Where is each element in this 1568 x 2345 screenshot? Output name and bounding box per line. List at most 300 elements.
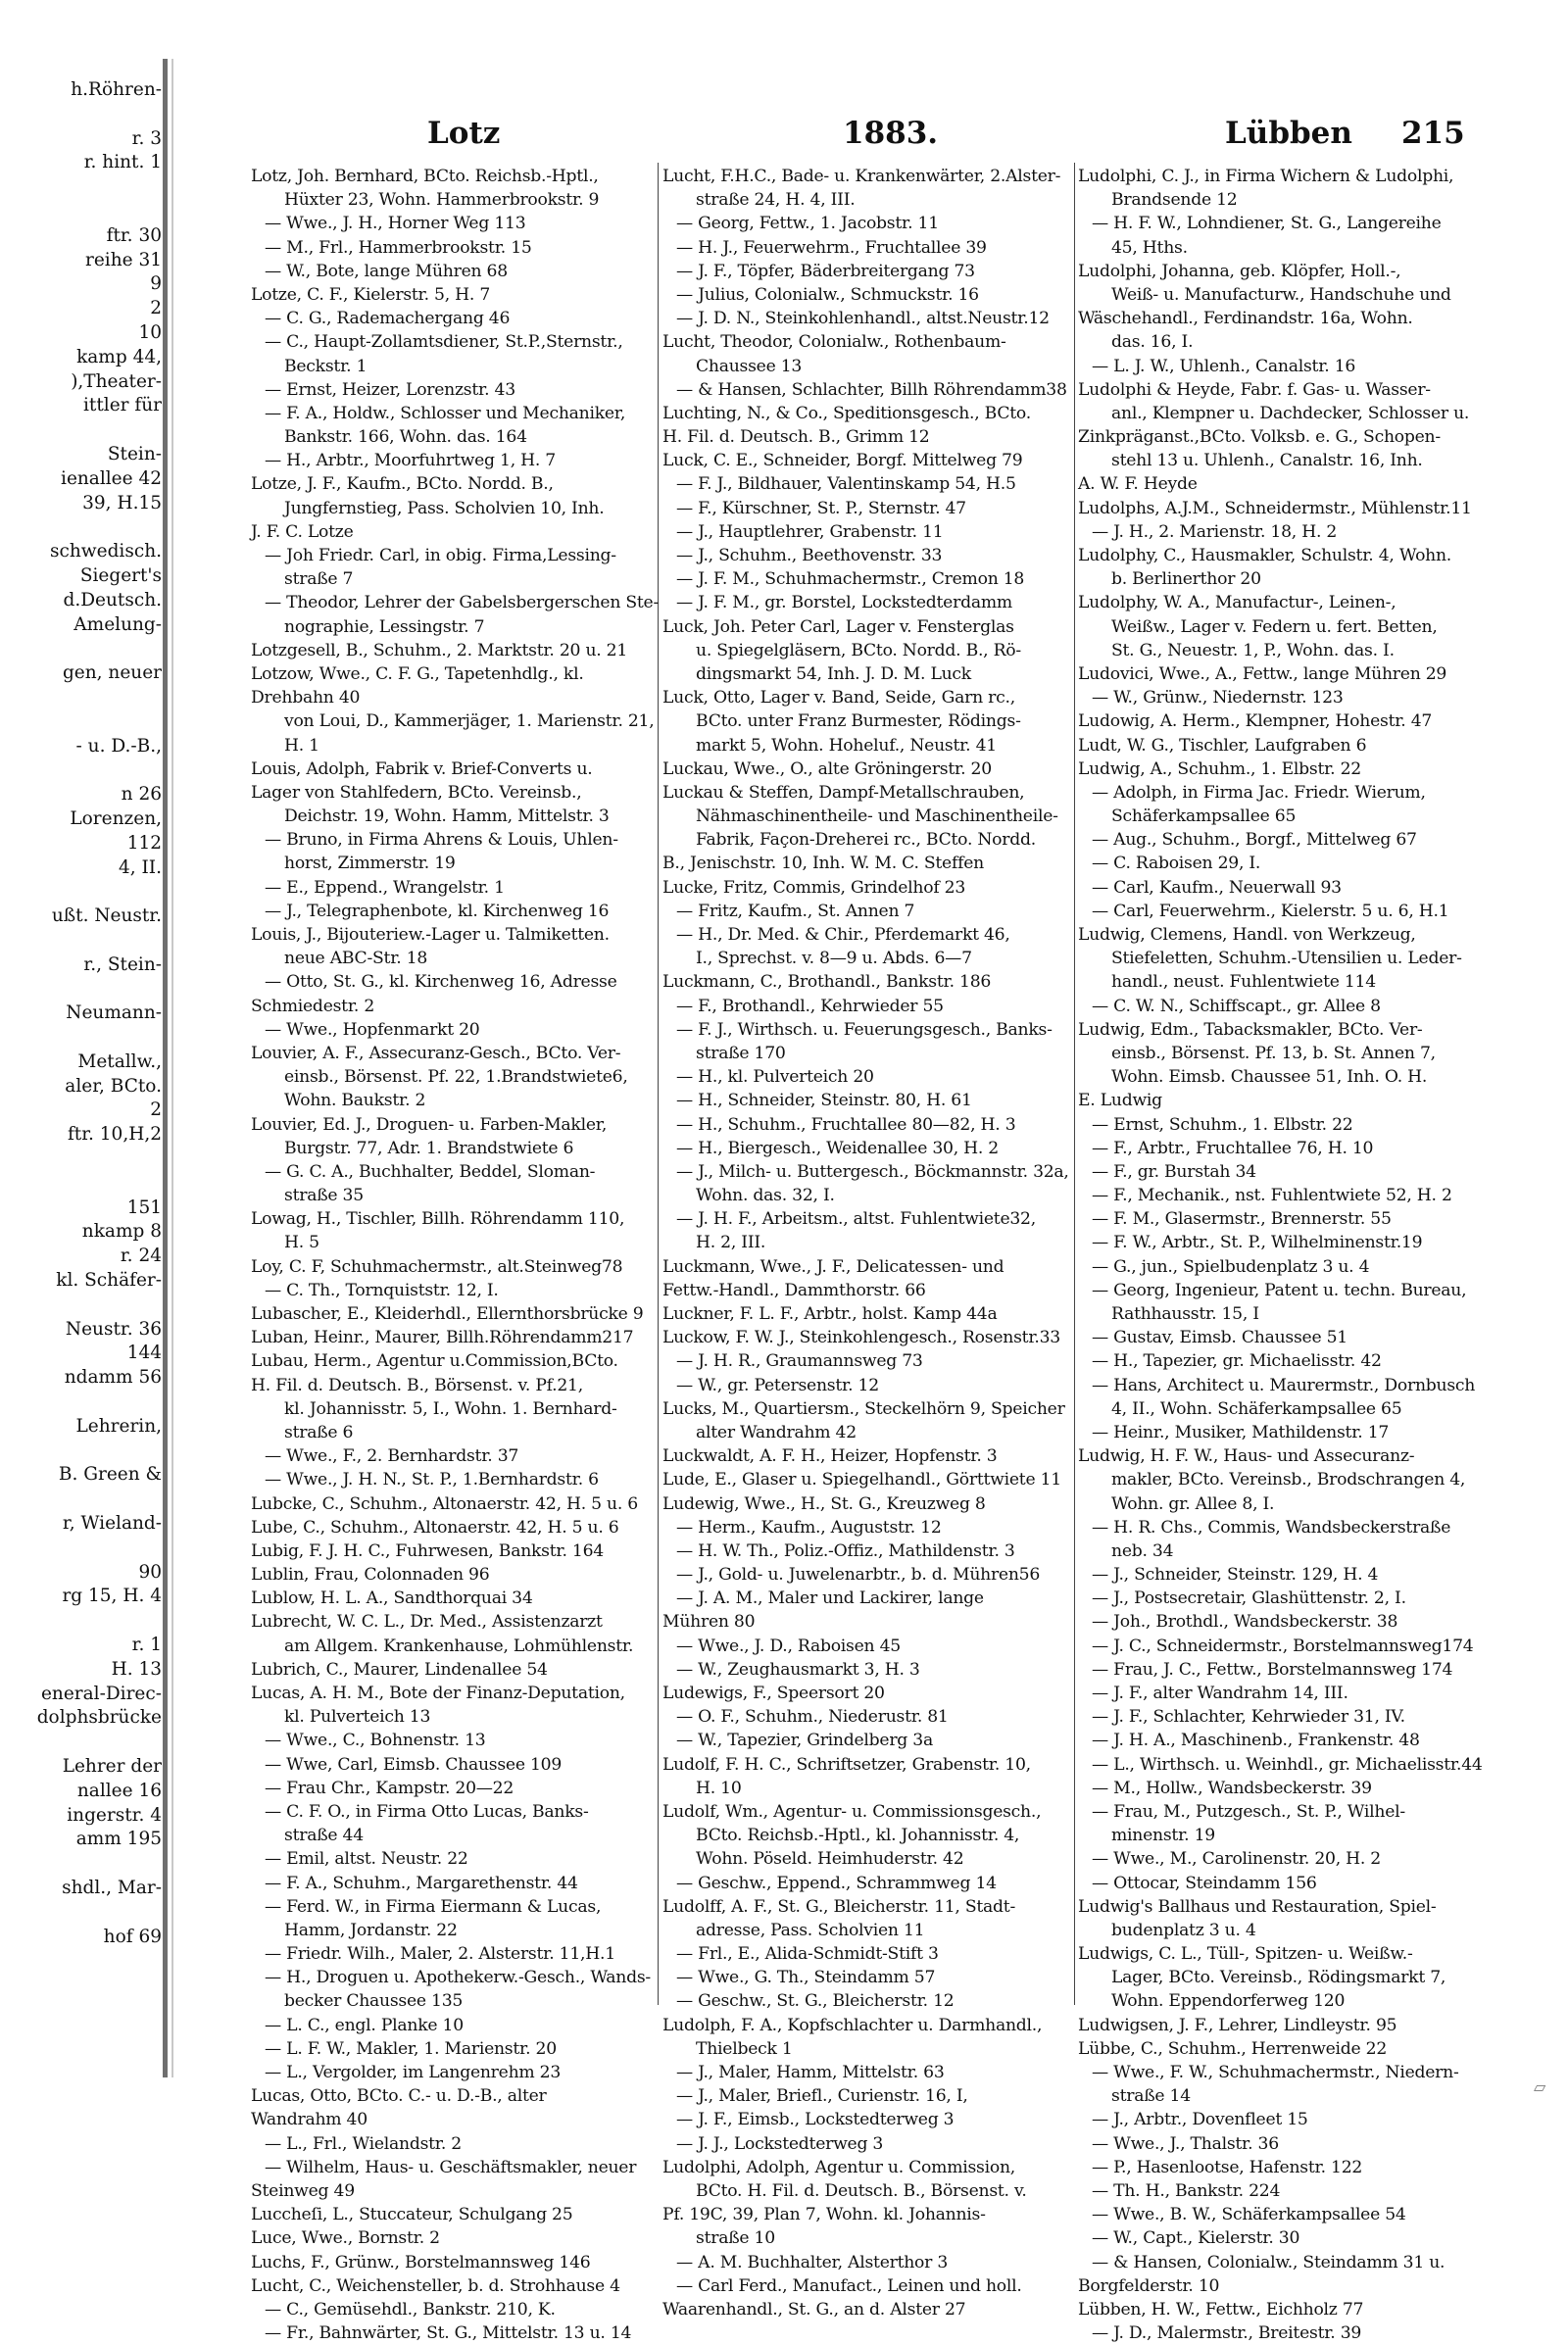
left-page-line: r. 3 — [131, 127, 162, 149]
directory-entry-line: budenplatz 3 u. 4 — [1111, 1920, 1256, 1940]
directory-entry-line: — Fr., Bahnwärter, St. G., Mittelstr. 13 u. 14 — [265, 2323, 632, 2344]
directory-entry-line: Luck, Joh. Peter Carl, Lager v. Fensterglas — [662, 616, 1014, 637]
left-page-line: kamp 44, — [76, 346, 162, 367]
directory-entry-line: Lucas, Otto, BCto. C.- u. D.-B., alter — [251, 2086, 547, 2107]
left-page-line: 39, H.15 — [82, 492, 162, 513]
directory-entry-line: — Georg, Fettw., 1. Jacobstr. 11 — [676, 214, 939, 234]
directory-entry-line: Wandrahm 40 — [251, 2110, 368, 2130]
directory-entry-line: — J. F., Schlachter, Kehrwieder 31, IV. — [1092, 1707, 1405, 1728]
directory-entry-line: Luchs, F., Grünw., Borstelmannsweg 146 — [251, 2252, 591, 2272]
directory-entry-line: Ludolphi, Adolph, Agentur u. Commission, — [662, 2157, 1016, 2177]
directory-entry-line: — W., Bote, lange Mühren 68 — [265, 261, 508, 281]
directory-entry-line: — J., Schuhm., Beethovenstr. 33 — [676, 546, 943, 565]
directory-entry-line: Lotzgesell, B., Schuhm., 2. Marktstr. 20 u. 21 — [251, 640, 628, 660]
directory-entry-line: horst, Zimmerstr. 19 — [284, 854, 456, 874]
left-page-line: hof 69 — [103, 1926, 162, 1947]
directory-entry-line: — Ernst, Heizer, Lorenzstr. 43 — [265, 379, 515, 400]
directory-entry-line: Thielbeck 1 — [696, 2038, 793, 2059]
left-page-line — [0, 1488, 162, 1512]
directory-entry-line: — Georg, Ingenieur, Patent u. techn. Bureau, — [1092, 1280, 1467, 1300]
directory-entry-line: — Wilhelm, Haus- u. Geschäftsmakler, neuer — [265, 2157, 637, 2177]
directory-entry-line: — Wwe., F., 2. Bernhardstr. 37 — [265, 1446, 519, 1467]
directory-entry-line: — J., Maler, Hamm, Mittelstr. 63 — [676, 2063, 945, 2082]
directory-entry-line: H. 10 — [696, 1778, 742, 1798]
directory-entry-line: — Joh., Brothdl., Wandsbeckerstr. 38 — [1092, 1612, 1398, 1633]
left-page-line: 151 — [126, 1197, 162, 1218]
directory-entry-line: — Gustav, Eimsb. Chaussee 51 — [1092, 1328, 1348, 1348]
directory-entry-line: — J. F. M., gr. Borstel, Lockstedterdamm — [676, 593, 1012, 613]
directory-entry-line: Beckstr. 1 — [284, 356, 368, 376]
directory-entry-line: — W., Capt., Kielerstr. 30 — [1092, 2228, 1300, 2249]
left-page-line: ußt. Neustr. — [51, 905, 162, 927]
directory-entry-line: — J. H. R., Graumannsweg 73 — [676, 1351, 923, 1372]
left-page-line — [0, 686, 162, 710]
directory-entry-line: Lowag, H., Tischler, Billh. Röhrendamm 110, — [251, 1209, 625, 1230]
column-divider — [1074, 163, 1075, 2005]
directory-entry-line: — L., Vergolder, im Langenrehm 23 — [265, 2063, 562, 2082]
directory-entry-line: — Wwe., G. Th., Steindamm 57 — [676, 1968, 936, 1988]
directory-entry-line: — Wwe., J., Thalstr. 36 — [1092, 2133, 1279, 2154]
directory-entry-line: einsb., Börsenst. Pf. 22, 1.Brandstwiete6, — [284, 1067, 628, 1088]
directory-entry-line: Luce, Wwe., Bornstr. 2 — [251, 2228, 440, 2249]
directory-entry-line: — F., gr. Burstah 34 — [1092, 1161, 1256, 1182]
directory-entry-line: kl. Johannisstr. 5, I., Wohn. 1. Bernhard- — [284, 1398, 617, 1419]
directory-entry-line: — E., Eppend., Wrangelstr. 1 — [265, 877, 505, 898]
directory-entry-line: Nähmaschinentheile- und Maschinentheile- — [696, 806, 1058, 827]
left-page-line: Neumann- — [66, 1002, 162, 1024]
directory-entry-line: St. G., Neuestr. 1, P., Wohn. das. I. — [1111, 640, 1395, 660]
directory-entry-line: — J., Milch- u. Buttergesch., Böckmannstr. 32a, — [676, 1161, 1069, 1182]
directory-entry-line: — Friedr. Wilh., Maler, 2. Alsterstr. 11,H.1 — [265, 1944, 615, 1965]
directory-entry-line: Lotze, C. F., Kielerstr. 5, H. 7 — [251, 284, 491, 305]
directory-entry-line: E. Ludwig — [1078, 1091, 1162, 1111]
directory-entry-line: — L., Frl., Wielandstr. 2 — [265, 2133, 462, 2154]
directory-entry-line: — & Hansen, Schlachter, Billh Röhrendamm38 — [676, 379, 1067, 400]
directory-entry-line: — Wwe., M., Carolinenstr. 20, H. 2 — [1092, 1849, 1381, 1870]
directory-entry-line: — C. G., Rademachergang 46 — [265, 309, 511, 329]
left-page-line: ingerstr. 4 — [67, 1804, 162, 1826]
directory-entry-line: — Adolph, in Firma Jac. Friedr. Wierum, — [1092, 782, 1426, 803]
directory-entry-line: Hamm, Jordanstr. 22 — [284, 1920, 458, 1940]
left-page-line — [0, 515, 162, 540]
directory-entry-line: — Wwe., J. H. N., St. P., 1.Bernhardstr. 6 — [265, 1470, 599, 1490]
directory-entry-line: minenstr. 19 — [1111, 1826, 1215, 1846]
directory-entry-line: — Frau, M., Putzgesch., St. P., Wilhel- — [1092, 1801, 1405, 1822]
directory-entry-line: — J., Arbtr., Dovenfleet 15 — [1092, 2110, 1308, 2130]
directory-entry-line: Lucas, A. H. M., Bote der Finanz-Deputation, — [251, 1684, 625, 1703]
directory-entry-line: — C. Raboisen 29, I. — [1092, 854, 1261, 874]
directory-entry-line: — L. F. W., Makler, 1. Marienstr. 20 — [265, 2038, 557, 2059]
directory-entry-line: Luckau & Steffen, Dampf-Metallschrauben, — [662, 782, 1025, 803]
left-page-line: Lehrer der — [62, 1755, 162, 1777]
left-page-line — [0, 1901, 162, 1926]
directory-entry-line: — H., Biergesch., Weidenallee 30, H. 2 — [676, 1138, 999, 1158]
directory-entry-line: Wohn. Baukstr. 2 — [284, 1091, 426, 1111]
directory-entry-line: H. 1 — [284, 735, 319, 756]
directory-entry-line: dingsmarkt 54, Inh. J. D. M. Luck — [696, 663, 971, 684]
left-page-line: 10 — [138, 321, 162, 343]
directory-entry-line: Lubrich, C., Maurer, Lindenallee 54 — [251, 1659, 548, 1680]
directory-entry-line: Wohn. Eimsb. Chaussee 51, Inh. O. H. — [1111, 1067, 1428, 1088]
directory-entry-line: Ludovici, Wwe., A., Fettw., lange Mühren 29 — [1078, 663, 1447, 684]
directory-entry-line: Ludwig's Ballhaus und Restauration, Spiel- — [1078, 1896, 1437, 1917]
directory-entry-line: Lübbe, C., Schuhm., Herrenweide 22 — [1078, 2038, 1388, 2059]
directory-entry-line: am Allgem. Krankenhause, Lohmühlenstr. — [284, 1636, 634, 1656]
directory-entry-line: — F., Arbtr., Fruchtallee 76, H. 10 — [1092, 1138, 1374, 1158]
directory-entry-line: — F. J., Wirthsch. u. Feuerungsgesch., Banks- — [676, 1019, 1053, 1040]
directory-entry-line: Wohn. das. 32, I. — [696, 1186, 835, 1206]
directory-entry-line: — Wwe., F. W., Schuhmachermstr., Niedern- — [1092, 2063, 1459, 2082]
directory-entry-line: — C., Haupt-Zollamtsdiener, St.P.,Sternstr., — [265, 332, 623, 353]
left-page-line — [0, 1148, 162, 1172]
directory-entry-line: — H., Droguen u. Apothekerw.-Gesch., Wands- — [265, 1968, 651, 1988]
directory-entry-line: — J. H., 2. Marienstr. 18, H. 2 — [1092, 521, 1338, 542]
directory-entry-line: — L., Wirthsch. u. Weinhdl., gr. Michaelisstr.44 — [1092, 1754, 1483, 1775]
directory-entry-line: Lotz, Joh. Bernhard, BCto. Reichsb.-Hptl., — [251, 167, 599, 186]
directory-entry-line: — & Hansen, Colonialw., Steindamm 31 u. — [1092, 2252, 1446, 2272]
left-page-line — [0, 1172, 162, 1197]
directory-entry-line: Ludwig, H. F. W., Haus- und Assecuranz- — [1078, 1446, 1415, 1467]
page-gutter-shadow — [172, 59, 173, 2077]
left-page-line: r, Wieland- — [62, 1513, 162, 1535]
directory-entry-line: Weiß- u. Manufacturw., Handschuhe und — [1111, 284, 1451, 305]
directory-entry-line: Lotze, J. F., Kaufm., BCto. Nordd. B., — [251, 474, 554, 495]
directory-entry-line: Borgfelderstr. 10 — [1078, 2275, 1220, 2296]
directory-entry-line: stehl 13 u. Uhlenh., Canalstr. 16, Inh. — [1111, 451, 1423, 471]
directory-entry-line: H. Fil. d. Deutsch. B., Börsenst. v. Pf.21, — [251, 1375, 583, 1395]
directory-entry-line: — F. A., Schuhm., Margarethenstr. 44 — [265, 1873, 578, 1893]
left-page-line: 9 — [150, 273, 162, 295]
header-right-catchword: Lübben — [1225, 116, 1352, 151]
directory-entry-line: Louis, Adolph, Fabrik v. Brief-Converts u. — [251, 758, 593, 779]
directory-entry-line: — C. F. O., in Firma Otto Lucas, Banks- — [265, 1801, 589, 1822]
directory-entry-line: — J. J., Lockstedterweg 3 — [676, 2133, 884, 2154]
directory-entry-line: — H. R. Chs., Commis, Wandsbeckerstraße — [1092, 1517, 1451, 1538]
directory-entry-line: Ludolphs, A.J.M., Schneidermstr., Mühlenstr.11 — [1078, 498, 1472, 518]
left-page-line: H. 13 — [111, 1658, 162, 1680]
directory-entry-line: — J. A. M., Maler und Lackirer, lange — [676, 1588, 984, 1609]
directory-entry-line: — H., Dr. Med. & Chir., Pferdemarkt 46, — [676, 925, 1010, 945]
directory-entry-line: H. 2, III. — [696, 1233, 766, 1253]
directory-entry-line: — J. H. F., Arbeitsm., altst. Fuhlentwiete32, — [676, 1209, 1036, 1230]
left-page-line — [0, 175, 162, 200]
directory-entry-line: Brandsende 12 — [1111, 190, 1238, 211]
directory-entry-line: Lude, E., Glaser u. Spiegelhandl., Görttwiete 11 — [662, 1470, 1061, 1490]
directory-entry-line: — Geschw., Eppend., Schrammweg 14 — [676, 1873, 997, 1893]
directory-entry-line: einsb., Börsenst. Pf. 13, b. St. Annen 7, — [1111, 1043, 1436, 1063]
directory-entry-line: Luckmann, C., Brothandl., Bankstr. 186 — [662, 972, 992, 993]
directory-entry-line: BCto. unter Franz Burmester, Rödings- — [696, 711, 1021, 732]
directory-entry-line: adresse, Pass. Scholvien 11 — [696, 1920, 925, 1940]
left-page-line — [0, 1026, 162, 1050]
directory-entry-line: neue ABC-Str. 18 — [284, 949, 428, 969]
directory-entry-line: — Carl Ferd., Manufact., Leinen und holl. — [676, 2275, 1022, 2296]
directory-entry-line: b. Berlinerthor 20 — [1111, 569, 1261, 590]
directory-entry-line: — H., Tapezier, gr. Michaelisstr. 42 — [1092, 1351, 1382, 1372]
directory-entry-line: Drehbahn 40 — [251, 688, 361, 708]
directory-entry-line: — W., Tapezier, Grindelberg 3a — [676, 1731, 933, 1751]
directory-entry-line: — Ernst, Schuhm., 1. Elbstr. 22 — [1092, 1114, 1353, 1135]
directory-entry-line: Lucht, Theodor, Colonialw., Rothenbaum- — [662, 332, 1006, 353]
directory-entry-line: — Geschw., St. G., Bleicherstr. 12 — [676, 1991, 955, 2012]
directory-entry-line: Luckwaldt, A. F. H., Heizer, Hopfenstr. 3 — [662, 1446, 998, 1467]
directory-entry-line: Lübben, H. W., Fettw., Eichholz 77 — [1078, 2299, 1364, 2320]
directory-entry-line: Wohn. Pöseld. Heimhuderstr. 42 — [696, 1849, 964, 1870]
directory-entry-line: — Wwe, Carl, Eimsb. Chaussee 109 — [265, 1754, 563, 1775]
directory-entry-line: kl. Pulverteich 13 — [284, 1707, 431, 1728]
left-page-line — [0, 1731, 162, 1755]
directory-entry-line: Fettw.-Handl., Dammthorstr. 66 — [662, 1280, 926, 1300]
directory-column-2 — [662, 165, 1072, 2320]
directory-entry-line: Ludwigs, C. L., Tüll-, Spitzen- u. Weißw.- — [1078, 1944, 1413, 1965]
directory-entry-line: Luban, Heinr., Maurer, Billh.Röhrendamm217 — [251, 1328, 634, 1348]
directory-entry-line: — F., Brothandl., Kehrwieder 55 — [676, 996, 944, 1016]
left-page-line: r. 1 — [131, 1635, 162, 1655]
directory-entry-line: — L. C., engl. Planke 10 — [265, 2015, 464, 2035]
directory-entry-line: Steinweg 49 — [251, 2180, 355, 2201]
left-page-line: shdl., Mar- — [62, 1877, 162, 1898]
directory-entry-line: Stiefeletten, Schuhm.-Utensilien u. Leder- — [1111, 949, 1462, 969]
directory-entry-line: — F., Kürschner, St. P., Sternstr. 47 — [676, 498, 966, 518]
directory-entry-line: Lublow, H. L. A., Sandthorquai 34 — [251, 1588, 533, 1609]
directory-entry-line: straße 44 — [284, 1826, 364, 1846]
directory-entry-line: Mühren 80 — [662, 1612, 756, 1633]
directory-entry-line: — C. Th., Tornquiststr. 12, I. — [265, 1280, 499, 1300]
header-left-catchword: Lotz — [427, 116, 501, 151]
directory-entry-line: Fabrik, Façon-Dreherei rc., BCto. Nordd. — [696, 830, 1036, 851]
directory-entry-line: — H., Schneider, Steinstr. 80, H. 61 — [676, 1091, 972, 1111]
directory-entry-line: Rathhausstr. 15, I — [1111, 1304, 1259, 1324]
left-page-line — [0, 1609, 162, 1634]
directory-entry-line: Luckmann, Wwe., J. F., Delicatessen- und — [662, 1256, 1004, 1277]
directory-entry-line: Lubascher, E., Kleiderhdl., Ellernthorsbrücke 9 — [251, 1304, 644, 1324]
left-page-line: h.Röhren- — [71, 79, 162, 100]
directory-entry-line: straße 24, H. 4, III. — [696, 190, 856, 211]
left-page-line — [0, 929, 162, 953]
directory-entry-line: — J. D., Malermstr., Breitestr. 39 — [1092, 2323, 1362, 2344]
directory-entry-line: — J., Postsecretair, Glashüttenstr. 2, I. — [1092, 1588, 1406, 1609]
directory-entry-line: Lubcke, C., Schuhm., Altonaerstr. 42, H. 5 u. 6 — [251, 1493, 638, 1514]
directory-entry-line: — J., Schneider, Steinstr. 129, H. 4 — [1092, 1565, 1379, 1586]
directory-entry-line: — Ferd. W., in Firma Eiermann & Lucas, — [265, 1896, 602, 1917]
directory-entry-line: Lucks, M., Quartiersm., Steckelhörn 9, Speicher — [662, 1398, 1065, 1419]
left-page-line: Metallw., — [77, 1050, 162, 1072]
directory-entry-line: — H. J., Feuerwehrm., Fruchtallee 39 — [676, 237, 987, 258]
left-page-line: B. Green & — [58, 1464, 162, 1486]
directory-entry-line: 45, Hths. — [1111, 237, 1188, 258]
directory-entry-line: straße 7 — [284, 569, 354, 590]
directory-entry-line: — Emil, altst. Neustr. 22 — [265, 1849, 468, 1870]
directory-entry-line: — J. D. N., Steinkohlenhandl., altst.Neustr.12 — [676, 309, 1050, 329]
directory-entry-line: Lucht, C., Weichensteller, b. d. Strohhause 4 — [251, 2275, 620, 2296]
directory-entry-line: Lubrecht, W. C. L., Dr. Med., Assistenzarzt — [251, 1612, 603, 1633]
directory-entry-line: — F. M., Glasermstr., Brennerstr. 55 — [1092, 1209, 1392, 1230]
directory-entry-line: markt 5, Wohn. Hoheluf., Neustr. 41 — [696, 735, 997, 756]
left-page-line: 144 — [126, 1343, 162, 1364]
directory-entry-line: Ludolff, A. F., St. G., Bleicherstr. 11, Stadt- — [662, 1896, 1016, 1917]
directory-entry-line: Ludolphi, C. J., in Firma Wichern & Ludolphi, — [1078, 167, 1454, 186]
directory-entry-line: — Wwe., J. H., Horner Weg 113 — [265, 214, 526, 234]
left-page-line: ienallee 42 — [61, 467, 162, 489]
directory-entry-line: A. W. F. Heyde — [1078, 474, 1198, 495]
directory-entry-line: H. 5 — [284, 1233, 319, 1253]
directory-entry-line: — Wwe., Hopfenmarkt 20 — [265, 1019, 480, 1040]
directory-entry-line: Louvier, A. F., Assecuranz-Gesch., BCto. Ver- — [251, 1043, 621, 1063]
directory-entry-line: Luchting, N., & Co., Speditionsgesch., BCto. — [662, 403, 1031, 423]
left-page-line: Stein- — [107, 443, 162, 464]
directory-entry-line: Schäferkampsallee 65 — [1111, 806, 1297, 827]
left-page-line — [0, 880, 162, 904]
directory-entry-line: Lager von Stahlfedern, BCto. Vereinsb., — [251, 782, 582, 803]
left-page-line — [0, 1294, 162, 1318]
directory-entry-line: Ludolphi & Heyde, Fabr. f. Gas- u. Wasser- — [1078, 379, 1431, 400]
directory-entry-line: — Julius, Colonialw., Schmuckstr. 16 — [676, 284, 979, 305]
left-page-line: 4, II. — [118, 856, 162, 878]
directory-entry-line: 4, II., Wohn. Schäferkampsallee 65 — [1111, 1398, 1402, 1419]
directory-entry-line: — F., Mechanik., nst. Fuhlentwiete 52, H. 2 — [1092, 1186, 1452, 1206]
left-page-line: 2 — [150, 298, 162, 319]
directory-entry-line: Louvier, Ed. J., Droguen- u. Farben-Makler, — [251, 1114, 608, 1135]
directory-entry-line: — M., Hollw., Wandsbeckerstr. 39 — [1092, 1778, 1372, 1798]
directory-entry-line: Luck, Otto, Lager v. Band, Seide, Garn rc., — [662, 688, 1015, 708]
left-page-line: aler, BCto. — [65, 1075, 162, 1097]
directory-entry-line: — J. H. A., Maschinenb., Frankenstr. 48 — [1092, 1731, 1420, 1751]
directory-entry-line: Wäschehandl., Ferdinandstr. 16a, Wohn. — [1078, 309, 1413, 329]
directory-entry-line: — Joh Friedr. Carl, in obig. Firma,Lessing- — [265, 546, 616, 565]
directory-entry-line: — Wwe., C., Bohnenstr. 13 — [265, 1731, 486, 1751]
directory-entry-line: Ludwig, Clemens, Handl. von Werkzeug, — [1078, 925, 1416, 945]
directory-entry-line: Ludolph, F. A., Kopfschlachter u. Darmhandl., — [662, 2015, 1043, 2035]
directory-entry-line: Wohn. Eppendorferweg 120 — [1111, 1991, 1346, 2012]
directory-entry-line: Lucht, F.H.C., Bade- u. Krankenwärter, 2.Alster- — [662, 167, 1061, 186]
directory-entry-line: — Heinr., Musiker, Mathildenstr. 17 — [1092, 1422, 1390, 1442]
left-page-line — [0, 1391, 162, 1415]
directory-entry-line: — Carl, Feuerwehrm., Kielerstr. 5 u. 6, H.1 — [1092, 901, 1449, 921]
left-page-line: ittler für — [83, 395, 162, 416]
column-divider — [658, 163, 659, 2005]
directory-entry-line: anl., Klempner u. Dachdecker, Schlosser u. — [1111, 403, 1470, 423]
directory-entry-line: Hüxter 23, Wohn. Hammerbrookstr. 9 — [284, 190, 600, 211]
directory-entry-line: Lubau, Herm., Agentur u.Commission,BCto. — [251, 1351, 618, 1372]
page-corner-mark: ▱ — [1534, 2077, 1546, 2096]
left-page-line: n 26 — [121, 784, 162, 806]
directory-entry-line: — J. F., Töpfer, Bäderbreitergang 73 — [676, 261, 975, 281]
left-page-line: kl. Schäfer- — [56, 1270, 162, 1292]
directory-entry-line: Luccheſi, L., Stuccateur, Schulgang 25 — [251, 2205, 573, 2225]
left-page-line: ftr. 30 — [106, 224, 162, 246]
left-page-line: Amelung- — [74, 613, 162, 635]
directory-entry-line: Burgstr. 77, Adr. 1. Brandstwiete 6 — [284, 1138, 574, 1158]
directory-entry-line: — J. F., alter Wandrahm 14, III. — [1092, 1684, 1348, 1703]
header-year: 1883. — [843, 116, 939, 151]
directory-entry-line: Louis, J., Bijouteriew.-Lager u. Talmiketten. — [251, 925, 610, 945]
directory-entry-line: — G., jun., Spielbudenplatz 3 u. 4 — [1092, 1256, 1370, 1277]
directory-entry-line: H. Fil. d. Deutsch. B., Grimm 12 — [662, 427, 930, 448]
directory-entry-line: — H., Arbtr., Moorfuhrtweg 1, H. 7 — [265, 451, 556, 471]
directory-entry-line: straße 170 — [696, 1043, 786, 1063]
directory-entry-line: Lubig, F. J. H. C., Fuhrwesen, Bankstr. 164 — [251, 1540, 604, 1561]
directory-entry-line: Ludolf, F. H. C., Schriftsetzer, Grabenstr. 10, — [662, 1754, 1031, 1775]
left-page-line: rg 15, H. 4 — [62, 1586, 162, 1607]
directory-entry-line: Waarenhandl., St. G., an d. Alster 27 — [662, 2299, 966, 2320]
directory-entry-line: — G. C. A., Buchhalter, Beddel, Sloman- — [265, 1161, 596, 1182]
directory-entry-line: Zinkpräganst.,BCto. Volksb. e. G., Schopen- — [1078, 427, 1441, 448]
directory-entry-line: Lublin, Frau, Colonnaden 96 — [251, 1565, 490, 1586]
left-page-line: nkamp 8 — [81, 1221, 162, 1243]
directory-entry-line: — Hans, Architect u. Maurermstr., Dornbusch — [1092, 1375, 1476, 1395]
directory-entry-line: straße 35 — [284, 1186, 364, 1206]
left-page-line: Lorenzen, — [70, 807, 162, 829]
directory-entry-line: — H. F. W., Lohndiener, St. G., Langereihe — [1092, 214, 1442, 234]
directory-entry-line: — Aug., Schuhm., Borgf., Mittelweg 67 — [1092, 830, 1417, 851]
left-page-fragment — [0, 78, 162, 2038]
directory-entry-line: — Otto, St. G., kl. Kirchenweg 16, Adresse — [265, 972, 617, 993]
directory-entry-line: — Frl., E., Alida-Schmidt-Stift 3 — [676, 1944, 939, 1965]
page-header — [245, 116, 1465, 163]
directory-entry-line: — J. C., Schneidermstr., Borstelmannsweg174 — [1092, 1636, 1474, 1656]
left-page-line — [0, 103, 162, 127]
left-page-line — [0, 1852, 162, 1877]
left-page-line: 2 — [150, 1099, 162, 1121]
directory-entry-line: — L. J. W., Uhlenh., Canalstr. 16 — [1092, 356, 1356, 376]
directory-entry-line: — Fritz, Kaufm., St. Annen 7 — [676, 901, 915, 921]
left-page-line: r. hint. 1 — [83, 152, 162, 173]
directory-entry-line: — F. W., Arbtr., St. P., Wilhelminenstr.19 — [1092, 1233, 1423, 1253]
left-page-line: d.Deutsch. — [63, 589, 162, 611]
left-page-line: eneral-Direc- — [40, 1683, 162, 1704]
directory-entry-line: Chaussee 13 — [696, 356, 803, 376]
directory-entry-line: Luckner, F. L. F., Arbtr., holst. Kamp 44a — [662, 1304, 998, 1324]
directory-entry-line: I., Sprechst. v. 8—9 u. Abds. 6—7 — [696, 949, 972, 969]
directory-entry-line: Pf. 19C, 39, Plan 7, Wohn. kl. Johannis- — [662, 2205, 986, 2225]
left-page-line: r., Stein- — [83, 953, 162, 975]
left-page-line: r. 24 — [120, 1246, 162, 1267]
directory-entry-line: Bankstr. 166, Wohn. das. 164 — [284, 427, 527, 448]
directory-entry-line: Ludolphy, C., Hausmakler, Schulstr. 4, Wohn. — [1078, 546, 1452, 565]
directory-entry-line: Ludolphi, Johanna, geb. Klöpfer, Holl.-, — [1078, 261, 1401, 281]
directory-entry-line: — O. F., Schuhm., Niederustr. 81 — [676, 1707, 949, 1728]
directory-entry-line: Schmiedestr. 2 — [251, 996, 375, 1016]
directory-entry-line: Luckow, F. W. J., Steinkohlengesch., Rosenstr.33 — [662, 1328, 1060, 1348]
directory-entry-line: — J. F. M., Schuhmachermstr., Cremon 18 — [676, 569, 1025, 590]
directory-entry-line: — J., Gold- u. Juwelenarbtr., b. d. Mühren56 — [676, 1565, 1041, 1586]
directory-entry-line: straße 14 — [1111, 2086, 1191, 2107]
directory-entry-line: Lucke, Fritz, Commis, Grindelhof 23 — [662, 877, 966, 898]
directory-entry-line: BCto. H. Fil. d. Deutsch. B., Börsenst. v. — [696, 2180, 1027, 2201]
page-gutter — [163, 59, 168, 2077]
directory-entry-line: — A. M. Buchhalter, Alsterthor 3 — [676, 2252, 949, 2272]
left-page-line — [0, 710, 162, 735]
directory-entry-line: nographie, Lessingstr. 7 — [284, 616, 485, 637]
directory-entry-line: Jungfernstieg, Pass. Scholvien 10, Inh. — [284, 498, 605, 518]
left-page-line: ftr. 10,H,2 — [67, 1124, 162, 1146]
directory-entry-line: — Frau, J. C., Fettw., Borstelmannsweg 174 — [1092, 1659, 1453, 1680]
directory-entry-line: — Wwe., J. D., Raboisen 45 — [676, 1636, 901, 1656]
directory-entry-line: Ludolphy, W. A., Manufactur-, Leinen-, — [1078, 593, 1396, 613]
directory-entry-line: BCto. Reichsb.-Hptl., kl. Johannisstr. 4, — [696, 1826, 1020, 1846]
directory-entry-line: Ludwig, Edm., Tabacksmakler, BCto. Ver- — [1078, 1019, 1423, 1040]
directory-entry-line: Ludowig, A. Herm., Klempner, Hohestr. 47 — [1078, 711, 1433, 732]
directory-entry-line: Ludwigsen, J. F., Lehrer, Lindleystr. 95 — [1078, 2015, 1397, 2035]
left-page-line — [0, 637, 162, 661]
directory-entry-line: Loy, C. F, Schuhmachermstr., alt.Steinweg78 — [251, 1256, 623, 1277]
directory-entry-line: — C. W. N., Schiffscapt., gr. Allee 8 — [1092, 996, 1381, 1016]
directory-entry-line: Ludewigs, F., Speersort 20 — [662, 1684, 885, 1703]
directory-entry-line: neb. 34 — [1111, 1540, 1174, 1561]
directory-entry-line: Ludolf, Wm., Agentur- u. Commissionsgesch., — [662, 1801, 1042, 1822]
left-page-line: amm 195 — [75, 1829, 162, 1850]
directory-entry-line: — Carl, Kaufm., Neuerwall 93 — [1092, 877, 1342, 898]
